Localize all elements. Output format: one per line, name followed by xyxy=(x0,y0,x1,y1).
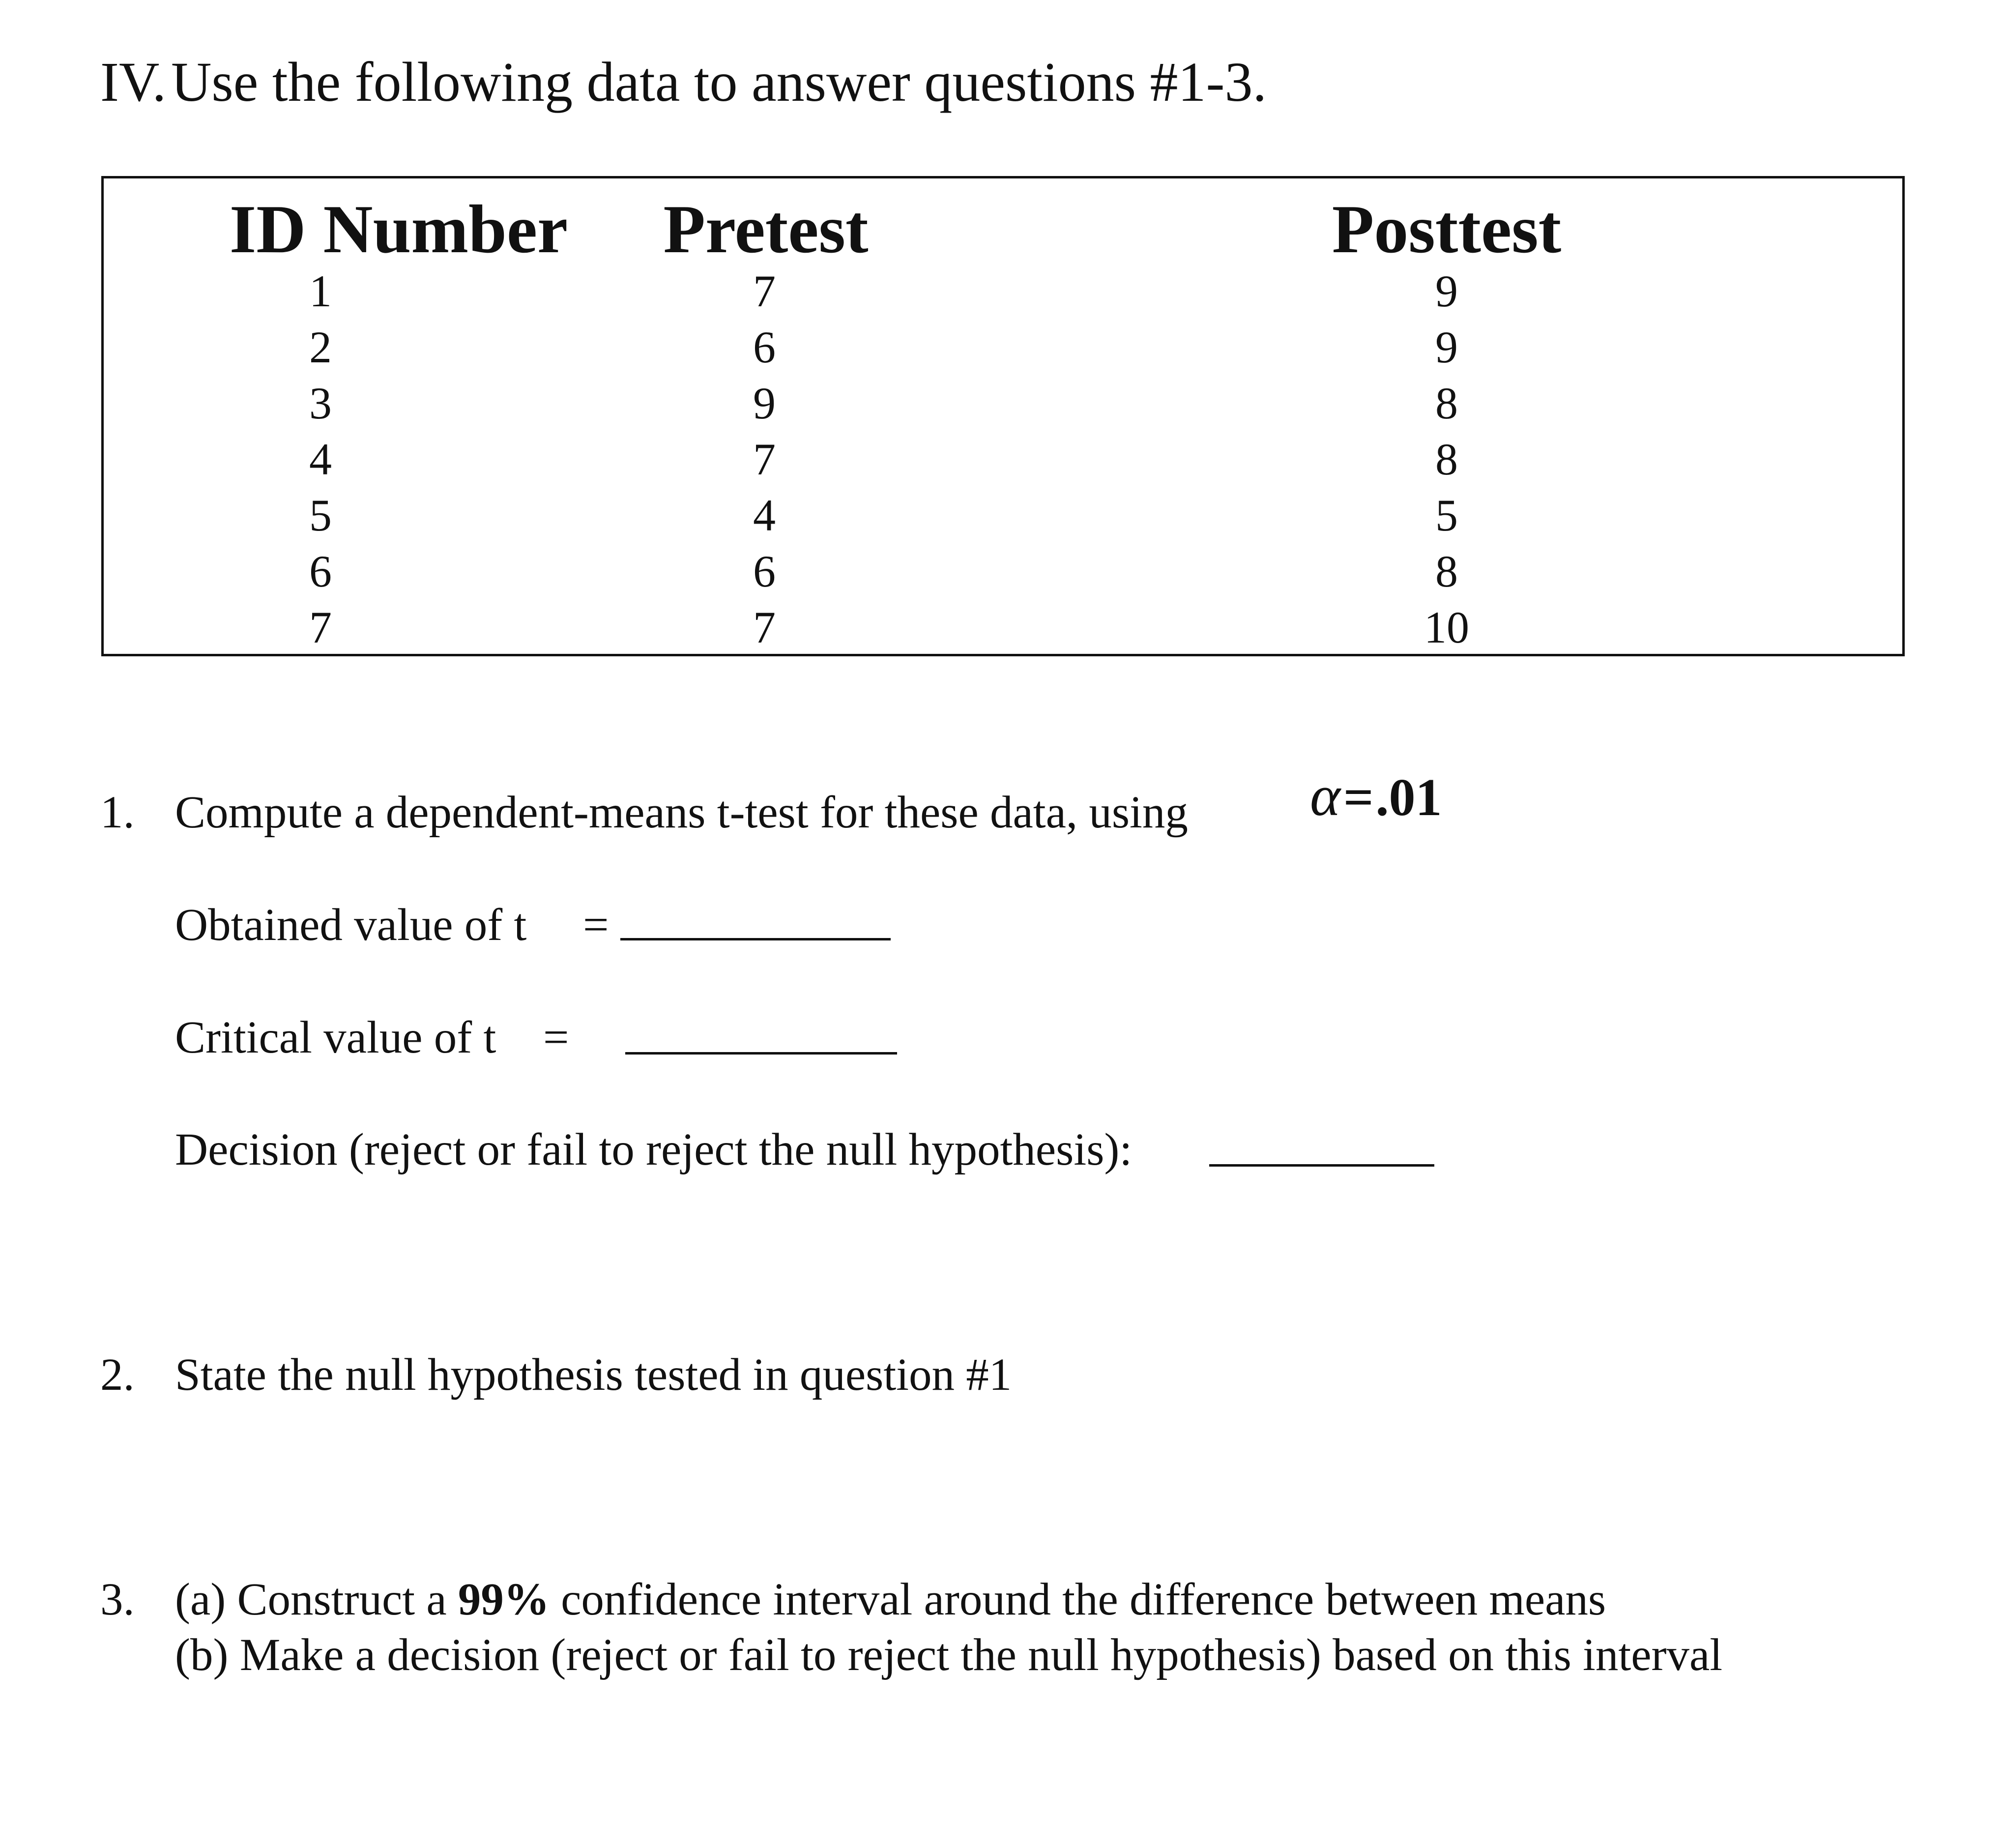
column-header-posttest: Posttest xyxy=(1332,191,1562,267)
table-cell-posttest: 8 xyxy=(1435,434,1458,484)
decision-label: Decision (reject or fail to reject the null hypothesis): xyxy=(175,1124,1133,1175)
table-cell-id: 7 xyxy=(309,602,332,652)
critical-value-answer-line[interactable] xyxy=(625,1052,897,1055)
table-cell-id: 3 xyxy=(309,378,332,428)
critical-value-label: Critical value of t xyxy=(175,1012,496,1063)
alpha-value: .01 xyxy=(1375,768,1442,827)
alpha-expression xyxy=(1310,763,1442,828)
table-cell-posttest: 5 xyxy=(1435,490,1458,540)
table-cell-id: 1 xyxy=(309,266,332,316)
obtained-value-answer-line[interactable] xyxy=(620,938,891,940)
table-cell-pretest: 7 xyxy=(753,434,776,484)
critical-equals: = xyxy=(543,1012,569,1063)
question-2-text: State the null hypothesis tested in question #1 xyxy=(175,1349,1012,1400)
section-instructions: Use the following data to answer questions #1-3. xyxy=(171,51,1267,113)
table-cell-posttest: 8 xyxy=(1435,546,1458,596)
part-a-suffix: confidence interval around the difference between means xyxy=(549,1574,1606,1625)
column-header-id-number: ID Number xyxy=(229,191,568,267)
table-cell-id: 4 xyxy=(309,434,332,484)
question-3-part-a xyxy=(175,1574,1606,1625)
section-roman-numeral: IV. xyxy=(100,51,167,113)
table-cell-id: 6 xyxy=(309,546,332,596)
obtained-equals: = xyxy=(583,900,609,950)
table-cell-id: 2 xyxy=(309,322,332,372)
question-1-number: 1. xyxy=(100,787,135,838)
table-cell-pretest: 9 xyxy=(753,378,776,428)
table-cell-pretest: 7 xyxy=(753,266,776,316)
table-cell-posttest: 9 xyxy=(1435,266,1458,316)
data-table xyxy=(101,176,1905,656)
question-2-number: 2. xyxy=(100,1349,135,1400)
table-cell-pretest: 6 xyxy=(753,546,776,596)
question-1-text: Compute a dependent-means t-test for these data, using xyxy=(175,787,1188,838)
decision-answer-line[interactable] xyxy=(1209,1164,1434,1167)
table-cell-pretest: 4 xyxy=(753,490,776,540)
table-cell-posttest: 10 xyxy=(1424,602,1469,652)
table-cell-pretest: 6 xyxy=(753,322,776,372)
table-cell-posttest: 8 xyxy=(1435,378,1458,428)
question-3-number: 3. xyxy=(100,1574,135,1625)
question-3-part-b: (b) Make a decision (reject or fail to reject the null hypothesis) based on this interval xyxy=(175,1630,1723,1680)
obtained-value-label: Obtained value of t xyxy=(175,900,527,950)
table-cell-id: 5 xyxy=(309,490,332,540)
section-heading xyxy=(100,51,1267,113)
table-cell-posttest: 9 xyxy=(1435,322,1458,372)
part-a-confidence-level: 99% xyxy=(458,1574,550,1625)
alpha-equals: = xyxy=(1343,768,1374,827)
table-cell-pretest: 7 xyxy=(753,602,776,652)
alpha-symbol: α xyxy=(1310,763,1340,828)
part-a-prefix: (a) Construct a xyxy=(175,1574,458,1625)
column-header-pretest: Pretest xyxy=(663,191,869,267)
